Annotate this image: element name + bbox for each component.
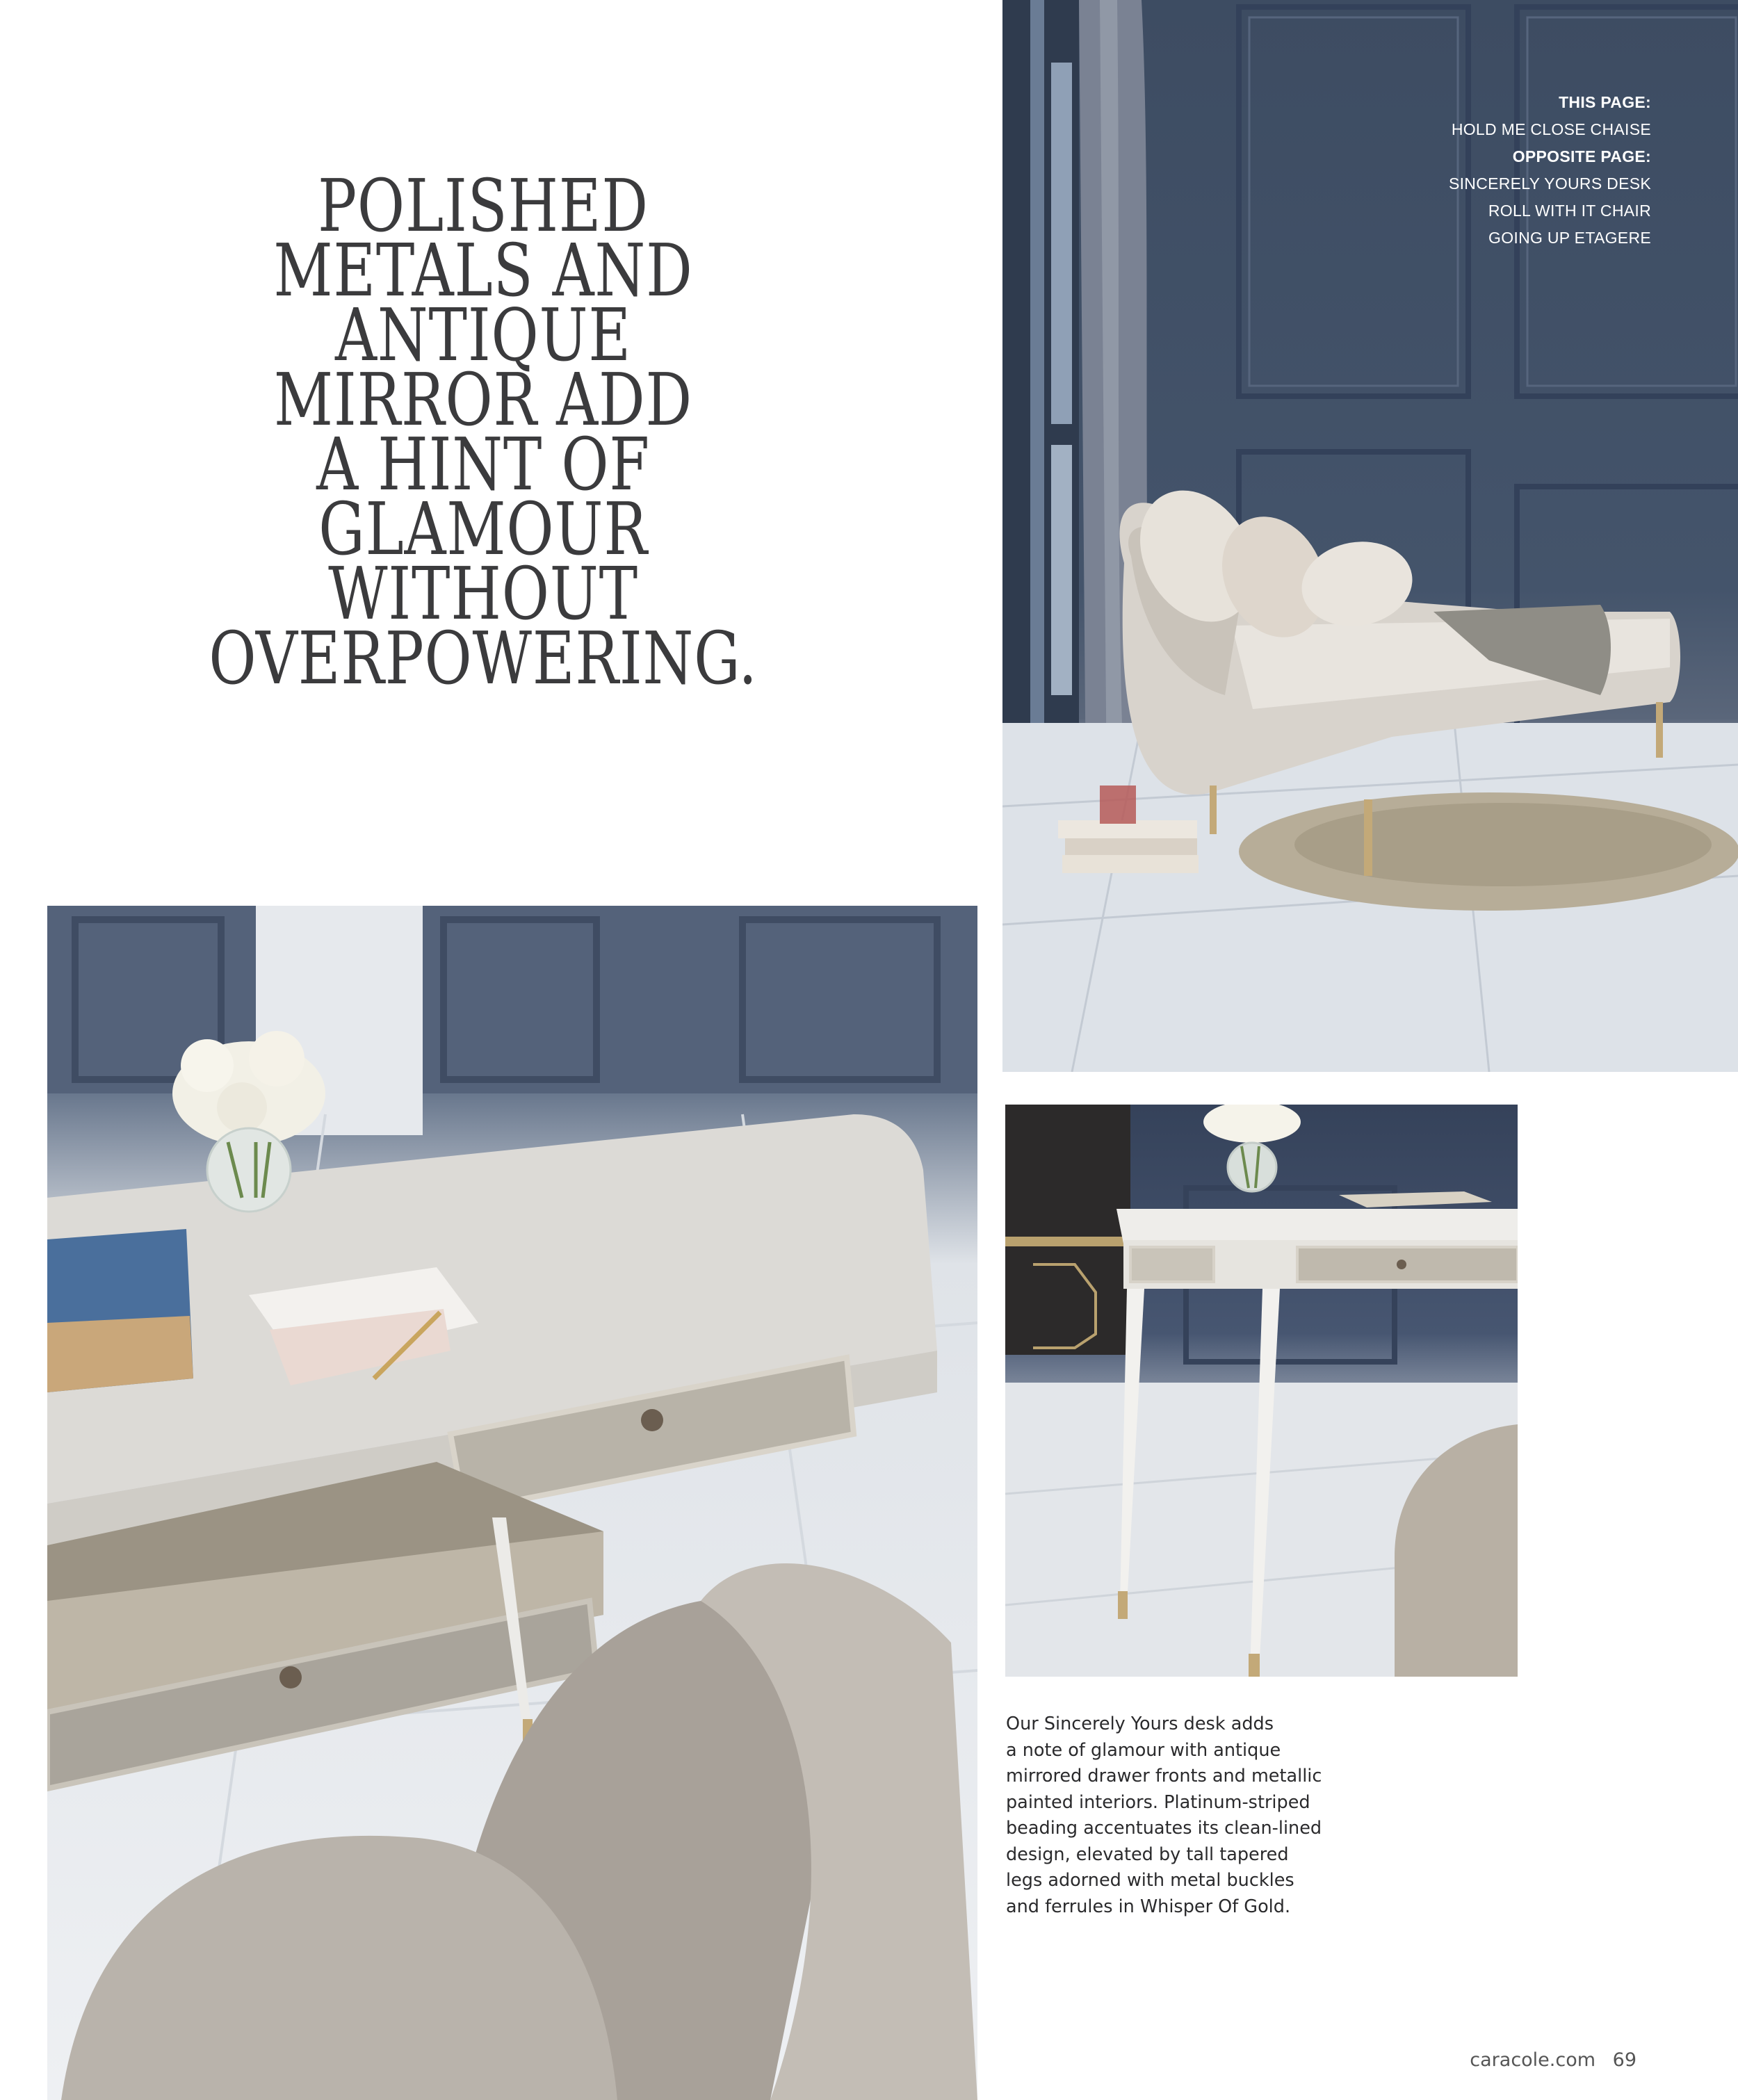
headline-line: GLAMOUR xyxy=(318,487,648,571)
body-copy-line: design, elevated by tall tapered xyxy=(1006,1843,1289,1865)
body-copy-line: painted interiors. Platinum-striped xyxy=(1006,1791,1310,1813)
headline-line: MIRROR ADD xyxy=(273,357,693,442)
desk-detail-photo-illustration xyxy=(47,906,977,2100)
headline-line: WITHOUT xyxy=(328,551,638,636)
page-number: 69 xyxy=(1612,2049,1637,2071)
body-copy-line: Our Sincerely Yours desk adds xyxy=(1006,1714,1274,1734)
body-copy-line: and ferrules in Whisper Of Gold. xyxy=(1006,1896,1291,1917)
body-copy-line: mirrored drawer fronts and metallic xyxy=(1006,1766,1322,1786)
headline-line: ANTIQUE xyxy=(335,293,631,377)
desk-full-photo-illustration xyxy=(1005,1105,1518,1677)
body-copy-line: legs adorned with metal buckles xyxy=(1006,1870,1294,1891)
headline-line: METALS AND xyxy=(273,228,693,313)
headline-line: POLISHED xyxy=(318,163,649,248)
body-copy-line: a note of glamour with antique xyxy=(1006,1739,1281,1761)
photo-caption-block xyxy=(1234,89,1651,252)
caption-item: SINCERELY YOURS DESK xyxy=(1448,174,1651,193)
desk-detail-photo xyxy=(47,906,977,2100)
opposite-page-heading: OPPOSITE PAGE: xyxy=(1512,147,1651,165)
headline xyxy=(180,163,786,701)
chaise-photo xyxy=(1002,0,1738,1072)
this-page-heading: THIS PAGE: xyxy=(1559,93,1651,111)
headline-line: A HINT OF xyxy=(316,422,650,507)
caption-item: ROLL WITH IT CHAIR xyxy=(1488,202,1651,220)
website-url: caracole.com xyxy=(1470,2049,1596,2071)
caption-item: GOING UP ETAGERE xyxy=(1488,229,1651,247)
body-copy-line: beading accentuates its clean-lined xyxy=(1006,1818,1322,1839)
caption-item: HOLD ME CLOSE CHAISE xyxy=(1451,120,1651,138)
body-copy xyxy=(1006,1711,1381,1920)
page-footer xyxy=(1470,2049,1637,2071)
desk-full-photo xyxy=(1005,1105,1518,1677)
headline-line: OVERPOWERING. xyxy=(209,616,758,701)
